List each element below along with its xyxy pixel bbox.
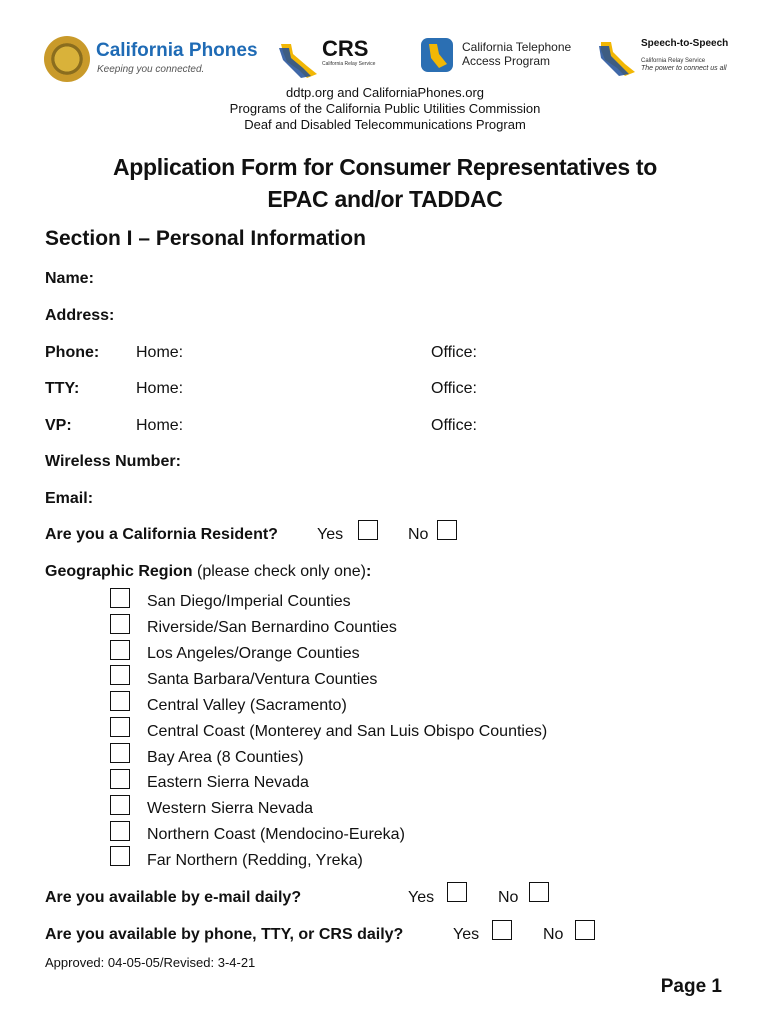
section-heading: Section I – Personal Information: [45, 227, 366, 250]
email-daily-yes-label: Yes: [408, 889, 435, 906]
california-phones-tagline: Keeping you connected.: [97, 64, 205, 75]
region-option: Northern Coast (Mendocino-Eureka): [147, 826, 405, 843]
sts-logo-title: Speech-to-Speech: [641, 38, 729, 49]
ctap-line1: California Telephone: [462, 40, 572, 54]
tty-label: TTY:: [45, 380, 80, 397]
region-option: Los Angeles/Orange Counties: [147, 645, 360, 662]
region-label-colon: :: [366, 563, 372, 580]
ctap-logo-text: [462, 40, 571, 68]
phone-daily-no-checkbox[interactable]: [575, 920, 595, 940]
region-label-bold: Geographic Region: [45, 563, 193, 580]
wireless-label: Wireless Number:: [45, 453, 181, 470]
email-daily-no-checkbox[interactable]: [529, 882, 549, 902]
tty-office-label: Office:: [431, 380, 477, 397]
crs-logo-subtitle: California Relay Service: [322, 61, 376, 67]
approved-date: Approved: 04-05-05/Revised: 3-4-21: [45, 955, 256, 970]
email-label: Email:: [45, 490, 94, 507]
region-option: San Diego/Imperial Counties: [147, 593, 351, 610]
address-label: Address:: [45, 307, 115, 324]
region-option: Central Valley (Sacramento): [147, 697, 347, 714]
ctap-line2: Access Program: [462, 54, 551, 68]
resident-yes-checkbox[interactable]: [358, 520, 378, 540]
region-option: Western Sierra Nevada: [147, 800, 313, 817]
region-checkbox[interactable]: [110, 717, 130, 737]
ctap-logo-icon: [421, 38, 453, 72]
region-checkbox[interactable]: [110, 691, 130, 711]
resident-no-label: No: [408, 526, 429, 543]
resident-yes-label: Yes: [317, 526, 344, 543]
region-checkbox[interactable]: [110, 769, 130, 789]
form-title-line1: Application Form for Consumer Representatives to: [112, 154, 658, 180]
region-label: [45, 563, 371, 581]
region-checkbox[interactable]: [110, 821, 130, 841]
region-checkbox[interactable]: [110, 588, 130, 608]
region-option: Riverside/San Bernardino Counties: [147, 619, 397, 636]
region-option: Bay Area (8 Counties): [147, 749, 304, 766]
region-option: Eastern Sierra Nevada: [147, 774, 309, 791]
phone-daily-yes-checkbox[interactable]: [492, 920, 512, 940]
vp-label: VP:: [45, 417, 72, 434]
header-ddtp: Deaf and Disabled Telecommunications Program: [244, 117, 526, 132]
crs-state-icon: [277, 40, 321, 80]
sts-logo-subtitle: [641, 58, 727, 72]
region-option: Far Northern (Redding, Yreka): [147, 852, 363, 869]
region-checkbox[interactable]: [110, 640, 130, 660]
resident-question: Are you a California Resident?: [45, 526, 278, 543]
sts-state-icon: [597, 40, 639, 78]
logo-bar: [44, 36, 734, 84]
phone-daily-question: Are you available by phone, TTY, or CRS daily?: [45, 926, 404, 943]
phone-daily-yes-label: Yes: [453, 926, 480, 943]
region-option: Santa Barbara/Ventura Counties: [147, 671, 378, 688]
phone-daily-no-label: No: [543, 926, 564, 943]
email-daily-yes-checkbox[interactable]: [447, 882, 467, 902]
page-number: Page 1: [660, 976, 722, 997]
region-checkbox[interactable]: [110, 665, 130, 685]
crs-logo-title: CRS: [322, 36, 369, 61]
phone-office-label: Office:: [431, 344, 477, 361]
vp-office-label: Office:: [431, 417, 477, 434]
region-checkbox[interactable]: [110, 846, 130, 866]
name-label: Name:: [45, 270, 94, 287]
california-phones-logo-title: California Phones: [96, 40, 258, 61]
email-daily-question: Are you available by e-mail daily?: [45, 889, 302, 906]
header-programs: Programs of the California Public Utilities Commission: [229, 101, 541, 116]
region-checkbox[interactable]: [110, 795, 130, 815]
tty-home-label: Home:: [136, 380, 184, 397]
region-checkbox[interactable]: [110, 743, 130, 763]
california-seal-icon: [44, 36, 90, 82]
resident-no-checkbox[interactable]: [437, 520, 457, 540]
phone-label: Phone:: [45, 344, 100, 361]
sts-subtitle-line1: California Relay Service: [641, 58, 706, 64]
phone-home-label: Home:: [136, 344, 184, 361]
region-checkbox[interactable]: [110, 614, 130, 634]
sts-subtitle-line2: The power to connect us all: [641, 65, 727, 72]
form-title-line2: EPAC and/or TADDAC: [267, 186, 503, 212]
region-label-rest: (please check only one): [192, 563, 367, 580]
header-websites: ddtp.org and CaliforniaPhones.org: [285, 85, 485, 100]
email-daily-no-label: No: [498, 889, 519, 906]
vp-home-label: Home:: [136, 417, 184, 434]
region-option: Central Coast (Monterey and San Luis Obispo Counties): [147, 723, 548, 740]
